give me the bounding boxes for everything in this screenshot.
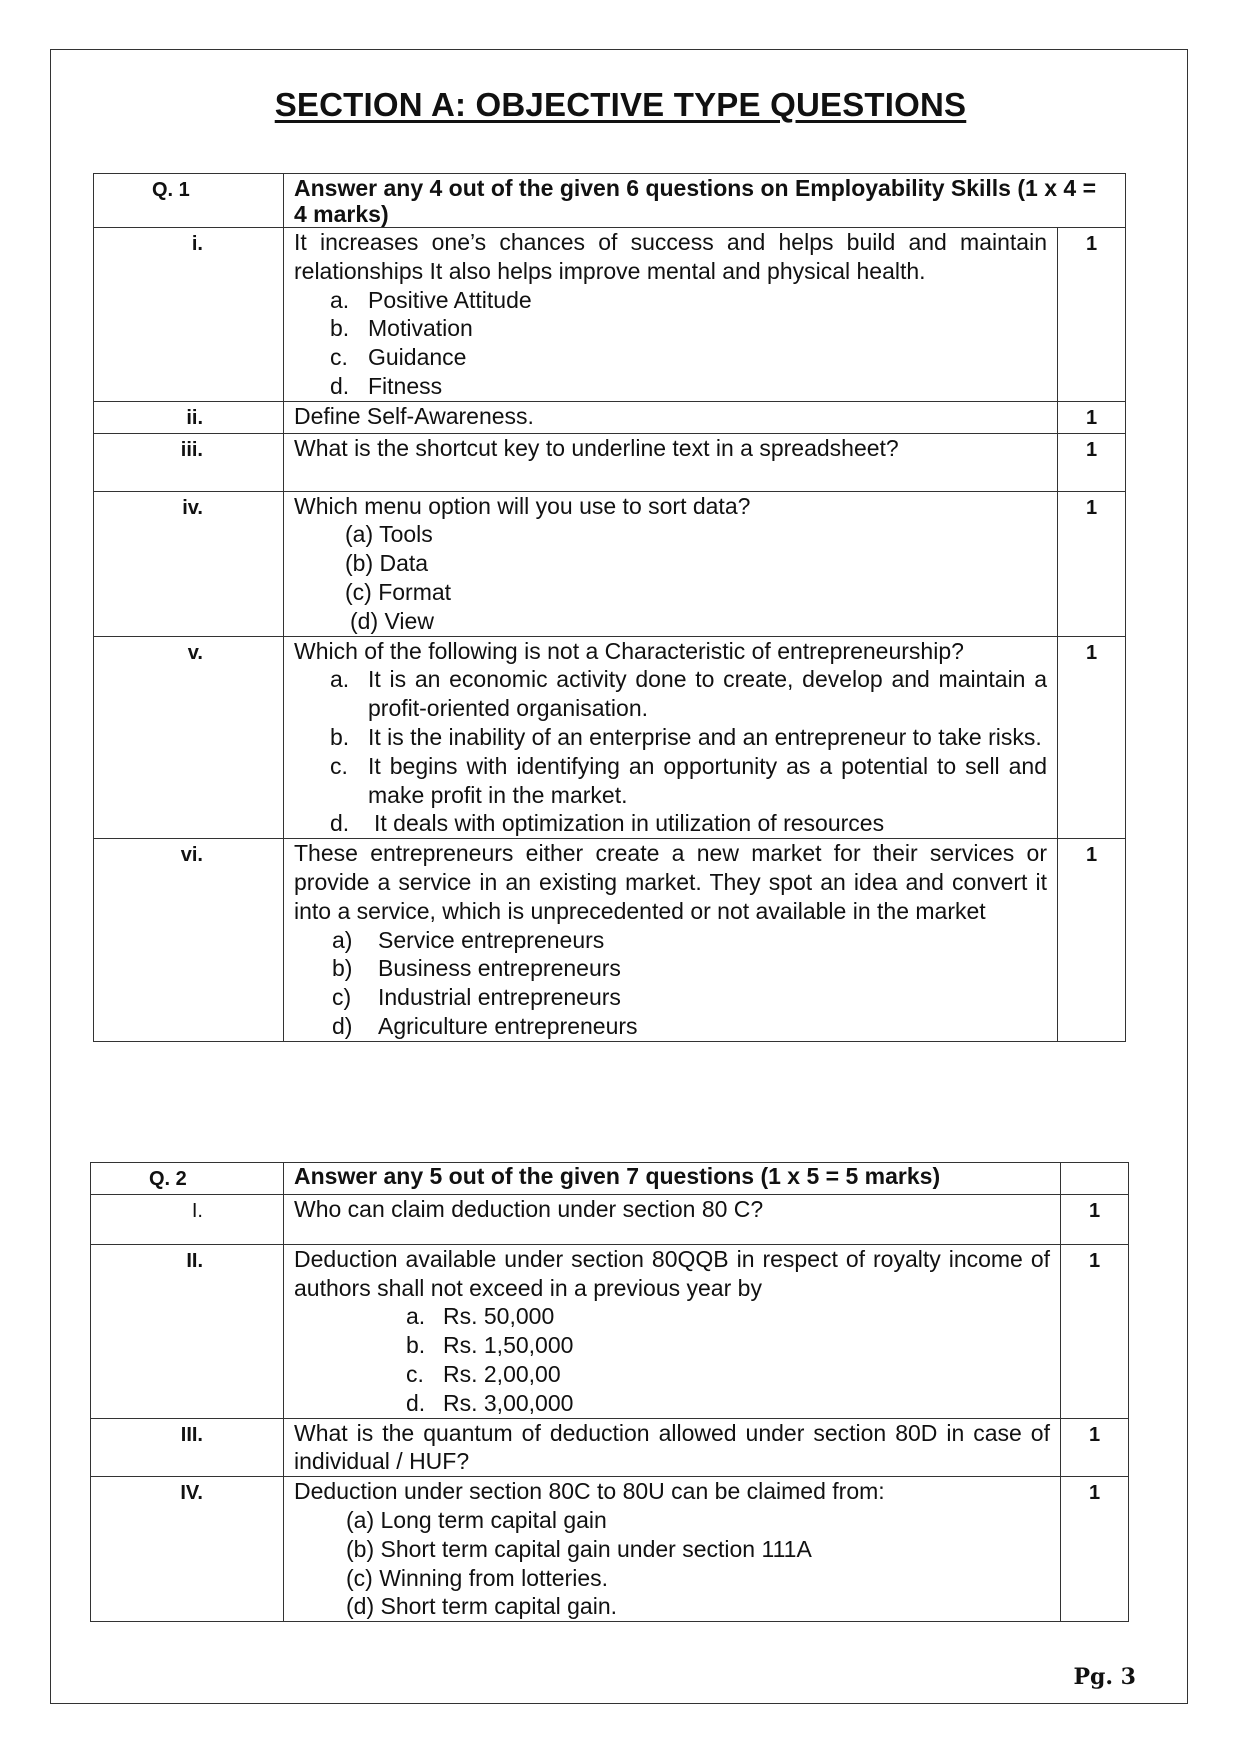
marks: 1 (1058, 228, 1126, 402)
q2-number: Q. 2 (91, 1163, 284, 1195)
table-row (94, 228, 1126, 402)
q2-item-number: IV. (91, 1477, 284, 1622)
option: (b) Data (345, 550, 429, 577)
question-text: Who can claim deduction under section 80 C? (284, 1194, 1061, 1244)
option: d. It deals with optimization in utilization of resources (330, 810, 885, 837)
marks: 1 (1061, 1418, 1129, 1477)
question-text: Deduction under section 80C to 80U can be claimed from: (294, 1478, 885, 1505)
option: (c) Format (345, 578, 452, 605)
table-row (94, 839, 1126, 1042)
option: c. It begins with identifying an opportunity as a potential to sell and make profit in the market. (330, 752, 1047, 808)
page-number: Pg. 3 (1073, 1664, 1136, 1690)
option: (b) Short term capital gain under section 111A (346, 1535, 812, 1562)
options-list (294, 1302, 1050, 1417)
q1-number: Q. 1 (94, 174, 284, 228)
q2-table (90, 1162, 1129, 1622)
q1-heading: Answer any 4 out of the given 6 questions on Employability Skills (1 x 4 = 4 marks) (284, 174, 1126, 228)
q2-item-number: II. (91, 1244, 284, 1418)
question-text: What is the shortcut key to underline text in a spreadsheet? (284, 433, 1058, 491)
q2-item-number: I. (91, 1194, 284, 1244)
marks: 1 (1058, 433, 1126, 491)
q1-item-body (284, 636, 1058, 839)
marks: 1 (1058, 491, 1126, 636)
q1-item-number: vi. (94, 839, 284, 1042)
option: b. It is the inability of an enterprise and an entrepreneur to take risks. (330, 723, 1042, 750)
q2-item-number: III. (91, 1418, 284, 1477)
option: c. Guidance (330, 344, 467, 371)
question-text: It increases one’s chances of success and helps build and maintain relationships It also helps improve mental and physical health. (294, 229, 1047, 284)
option: (c) Winning from lotteries. (346, 1564, 609, 1591)
option: (a) Tools (345, 521, 433, 548)
q1-item-number: iii. (94, 433, 284, 491)
marks: 1 (1058, 839, 1126, 1042)
options-list (294, 1506, 1050, 1621)
option: a. Positive Attitude (330, 286, 532, 313)
option: c. Rs. 2,00,00 (406, 1360, 561, 1387)
table-row (91, 1194, 1129, 1244)
option: (a) Long term capital gain (346, 1506, 607, 1533)
option: b) Business entrepreneurs (332, 955, 621, 982)
q1-table (93, 173, 1126, 1042)
options-list (294, 286, 1047, 401)
question-text: These entrepreneurs either create a new market for their services or provide a service in an existing market. They spot an idea and convert it into a service, which is unprecedented or not available in the market (294, 840, 1047, 924)
question-text: Deduction available under section 80QQB in respect of royalty income of authors shall not exceed in a previous year by (294, 1245, 1050, 1301)
question-text: What is the quantum of deduction allowed under section 80D in case of individual / HUF? (284, 1418, 1061, 1477)
option: d) Agriculture entrepreneurs (332, 1012, 638, 1039)
option: (d) Short term capital gain. (346, 1593, 618, 1620)
q1-item-number: ii. (94, 401, 284, 433)
q2-item-body (284, 1244, 1061, 1418)
option: b. Rs. 1,50,000 (406, 1332, 574, 1359)
option: c) Industrial entrepreneurs (332, 984, 621, 1011)
options-list (294, 520, 1047, 635)
option: d. Rs. 3,00,000 (406, 1389, 574, 1416)
q2-item-body (284, 1477, 1061, 1622)
q1-item-body (284, 839, 1058, 1042)
marks-header (1061, 1163, 1129, 1195)
marks: 1 (1061, 1244, 1129, 1418)
marks: 1 (1061, 1194, 1129, 1244)
q2-header-row (91, 1163, 1129, 1195)
q1-item-number: i. (94, 228, 284, 402)
question-text: Which menu option will you use to sort data? (294, 492, 751, 519)
question-text: Which of the following is not a Characteristic of entrepreneurship? (294, 637, 964, 664)
q1-item-number: v. (94, 636, 284, 839)
option: d. Fitness (330, 372, 443, 399)
q1-item-body (284, 228, 1058, 402)
table-row (94, 401, 1126, 433)
page-title: SECTION A: OBJECTIVE TYPE QUESTIONS (274, 86, 967, 123)
question-text: Define Self-Awareness. (284, 401, 1058, 433)
marks: 1 (1058, 401, 1126, 433)
option: a) Service entrepreneurs (332, 926, 605, 953)
marks: 1 (1058, 636, 1126, 839)
option: b. Motivation (330, 315, 473, 342)
option: a. Rs. 50,000 (406, 1303, 555, 1330)
options-list (294, 926, 1047, 1041)
options-list (294, 665, 1047, 838)
table-row (94, 636, 1126, 839)
q1-item-number: iv. (94, 491, 284, 636)
option: (d) View (350, 607, 434, 634)
option: a. It is an economic activity done to create, develop and maintain a profit-oriented organisation. (330, 666, 1047, 722)
table-row (91, 1418, 1129, 1477)
q1-item-body (284, 491, 1058, 636)
table-row (94, 491, 1126, 636)
table-row (91, 1477, 1129, 1622)
marks: 1 (1061, 1477, 1129, 1622)
table-row (94, 433, 1126, 491)
table-row (91, 1244, 1129, 1418)
q1-header-row (94, 174, 1126, 228)
q2-heading: Answer any 5 out of the given 7 questions (1 x 5 = 5 marks) (284, 1163, 1061, 1195)
